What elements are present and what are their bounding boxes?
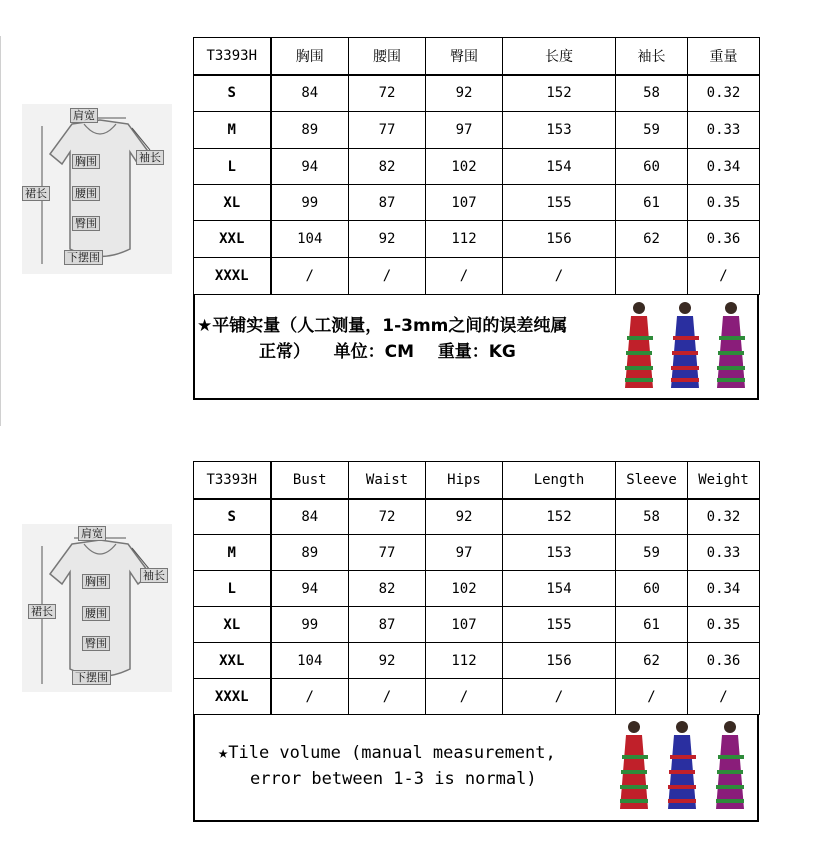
- size-cell: XXL: [194, 643, 271, 679]
- label-hem: 下摆围: [72, 670, 111, 685]
- value-cell: 58: [616, 75, 688, 112]
- value-cell: 97: [426, 535, 503, 571]
- label-shoulder: 肩宽: [70, 108, 98, 123]
- measurement-note: [197, 313, 617, 365]
- model-photo-image: [617, 298, 755, 392]
- model-photos: [617, 298, 755, 392]
- note-line-1: ★平铺实量（人工测量，1-3mm之间的误差纯属: [197, 316, 568, 336]
- model-photos: [612, 717, 754, 813]
- value-cell: 155: [503, 185, 616, 221]
- size-cell: XL: [194, 185, 271, 221]
- note-line-1: ★Tile volume (manual measurement,: [218, 743, 556, 763]
- value-cell: 82: [349, 571, 426, 607]
- size-table-cn: [193, 37, 760, 295]
- size-cell: XXXL: [194, 258, 271, 295]
- value-cell: 89: [271, 112, 349, 149]
- value-cell: 89: [271, 535, 349, 571]
- value-cell: 72: [349, 75, 426, 112]
- header-bust: 胸围: [271, 38, 349, 75]
- header-sleeve: Sleeve: [616, 462, 688, 499]
- value-cell: 112: [426, 221, 503, 258]
- value-cell: 102: [426, 149, 503, 185]
- value-cell: 60: [616, 149, 688, 185]
- label-hips: 臀围: [72, 216, 100, 231]
- value-cell: 87: [349, 607, 426, 643]
- value-cell: 60: [616, 571, 688, 607]
- size-cell: S: [194, 75, 271, 112]
- value-cell: /: [426, 258, 503, 295]
- value-cell: 0.33: [688, 535, 760, 571]
- table-row: [194, 258, 760, 295]
- label-sleeve: 袖长: [140, 568, 168, 583]
- value-cell: /: [271, 258, 349, 295]
- label-skirt-length: 裙长: [28, 604, 56, 619]
- divider-line: [0, 36, 1, 426]
- size-table-en: [193, 461, 760, 715]
- header-model: T3393H: [194, 38, 271, 75]
- size-cell: L: [194, 149, 271, 185]
- value-cell: 156: [503, 643, 616, 679]
- value-cell: 84: [271, 75, 349, 112]
- value-cell: 0.35: [688, 185, 760, 221]
- garment-diagram: [22, 104, 172, 274]
- value-cell: 155: [503, 607, 616, 643]
- header-bust: Bust: [271, 462, 349, 499]
- size-chart-panel-en: [0, 430, 832, 864]
- table-row: [194, 112, 760, 149]
- value-cell: 0.34: [688, 149, 760, 185]
- value-cell: 58: [616, 499, 688, 535]
- header-hips: Hips: [426, 462, 503, 499]
- value-cell: 94: [271, 149, 349, 185]
- value-cell: 0.32: [688, 499, 760, 535]
- table-header-row: [194, 462, 760, 499]
- value-cell: [616, 258, 688, 295]
- value-cell: 62: [616, 643, 688, 679]
- value-cell: 104: [271, 643, 349, 679]
- value-cell: 87: [349, 185, 426, 221]
- label-skirt-length: 裙长: [22, 186, 50, 201]
- value-cell: 99: [271, 185, 349, 221]
- header-waist: 腰围: [349, 38, 426, 75]
- table-row: [194, 679, 760, 715]
- value-cell: 92: [349, 221, 426, 258]
- table-row: [194, 571, 760, 607]
- value-cell: 0.33: [688, 112, 760, 149]
- header-weight: 重量: [688, 38, 760, 75]
- header-waist: Waist: [349, 462, 426, 499]
- label-bust: 胸围: [72, 154, 100, 169]
- value-cell: 92: [426, 75, 503, 112]
- note-line-2: error between 1-3 is normal): [250, 769, 537, 789]
- value-cell: 84: [271, 499, 349, 535]
- label-bust: 胸围: [82, 574, 110, 589]
- value-cell: 0.36: [688, 221, 760, 258]
- value-cell: 152: [503, 499, 616, 535]
- value-cell: 72: [349, 499, 426, 535]
- size-cell: M: [194, 535, 271, 571]
- size-chart-panel-cn: [0, 0, 832, 430]
- value-cell: 0.35: [688, 607, 760, 643]
- value-cell: 112: [426, 643, 503, 679]
- value-cell: /: [349, 679, 426, 715]
- value-cell: 92: [426, 499, 503, 535]
- value-cell: /: [688, 258, 760, 295]
- value-cell: /: [688, 679, 760, 715]
- size-cell: S: [194, 499, 271, 535]
- size-cell: L: [194, 571, 271, 607]
- table-row: [194, 643, 760, 679]
- value-cell: 61: [616, 185, 688, 221]
- label-waist: 腰围: [72, 186, 100, 201]
- value-cell: 107: [426, 185, 503, 221]
- value-cell: 156: [503, 221, 616, 258]
- table-row: [194, 607, 760, 643]
- header-sleeve: 袖长: [616, 38, 688, 75]
- label-shoulder: 肩宽: [78, 526, 106, 541]
- label-sleeve: 袖长: [136, 150, 164, 165]
- value-cell: /: [616, 679, 688, 715]
- value-cell: /: [503, 258, 616, 295]
- value-cell: 77: [349, 535, 426, 571]
- header-weight: Weight: [688, 462, 760, 499]
- value-cell: 104: [271, 221, 349, 258]
- value-cell: 62: [616, 221, 688, 258]
- table-row: [194, 185, 760, 221]
- value-cell: 0.32: [688, 75, 760, 112]
- label-hem: 下摆围: [64, 250, 103, 265]
- table-row: [194, 499, 760, 535]
- table-row: [194, 221, 760, 258]
- value-cell: 152: [503, 75, 616, 112]
- header-model: T3393H: [194, 462, 271, 499]
- header-hips: 臀围: [426, 38, 503, 75]
- value-cell: 92: [349, 643, 426, 679]
- value-cell: 154: [503, 149, 616, 185]
- value-cell: 107: [426, 607, 503, 643]
- table-row: [194, 535, 760, 571]
- value-cell: 154: [503, 571, 616, 607]
- note-line-2: 正常） 单位：CM 重量：KG: [259, 342, 516, 362]
- value-cell: 94: [271, 571, 349, 607]
- table-row: [194, 75, 760, 112]
- header-length: 长度: [503, 38, 616, 75]
- size-cell: XXXL: [194, 679, 271, 715]
- header-length: Length: [503, 462, 616, 499]
- value-cell: 97: [426, 112, 503, 149]
- value-cell: 82: [349, 149, 426, 185]
- garment-diagram: [22, 524, 172, 692]
- value-cell: /: [503, 679, 616, 715]
- value-cell: 102: [426, 571, 503, 607]
- measurement-note: [218, 740, 618, 792]
- value-cell: 77: [349, 112, 426, 149]
- size-cell: XL: [194, 607, 271, 643]
- value-cell: /: [271, 679, 349, 715]
- value-cell: 59: [616, 112, 688, 149]
- value-cell: 153: [503, 112, 616, 149]
- value-cell: 99: [271, 607, 349, 643]
- value-cell: 0.34: [688, 571, 760, 607]
- value-cell: /: [426, 679, 503, 715]
- label-waist: 腰围: [82, 606, 110, 621]
- value-cell: 59: [616, 535, 688, 571]
- value-cell: /: [349, 258, 426, 295]
- table-row: [194, 149, 760, 185]
- table-header-row: [194, 38, 760, 75]
- value-cell: 153: [503, 535, 616, 571]
- label-hips: 臀围: [82, 636, 110, 651]
- size-cell: XXL: [194, 221, 271, 258]
- size-cell: M: [194, 112, 271, 149]
- model-photo-image: [612, 717, 754, 813]
- value-cell: 0.36: [688, 643, 760, 679]
- value-cell: 61: [616, 607, 688, 643]
